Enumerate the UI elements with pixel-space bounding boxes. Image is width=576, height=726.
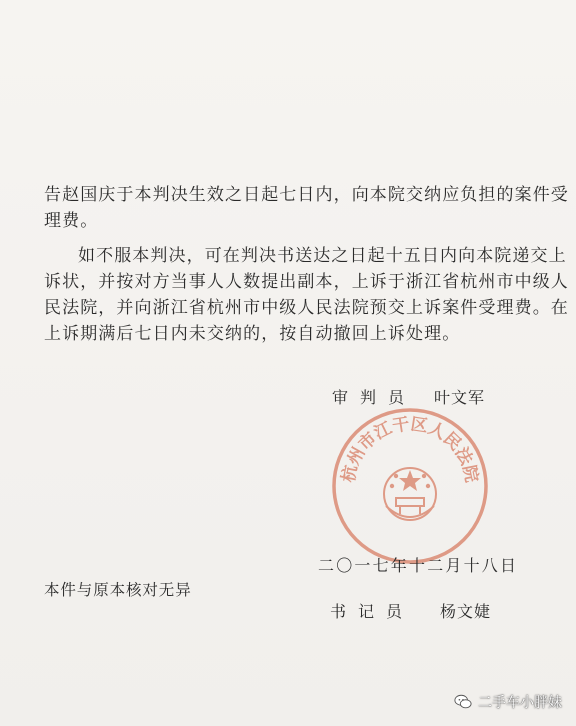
paragraph-line-3: 如不服本判决，可在判决书送达之日起十五日内向本院递交上 bbox=[78, 246, 567, 266]
paragraph-line-6: 上诉期满后七日内未交纳的，按自动撤回上诉处理。 bbox=[44, 324, 461, 344]
paragraph-line-4: 诉状，并按对方当事人人数提出副本，上诉于浙江省杭州市中级人 bbox=[44, 272, 569, 292]
watermark bbox=[454, 692, 562, 712]
verification-note: 本件与原本核对无异 bbox=[44, 581, 192, 599]
judge-role: 审判员 bbox=[332, 388, 417, 407]
watermark-text: 二手车小胖妹 bbox=[478, 695, 562, 711]
paragraph-line-1: 告赵国庆于本判决生效之日起七日内，向本院交纳应负担的案件受 bbox=[44, 185, 569, 205]
clerk-name: 杨文婕 bbox=[440, 602, 492, 621]
wechat-icon bbox=[454, 693, 472, 711]
judge-signature-row bbox=[332, 388, 485, 408]
paragraph-line-5: 民法院，并向浙江省杭州市中级人民法院预交上诉案件受理费。在 bbox=[44, 298, 569, 318]
clerk-signature-row bbox=[330, 602, 491, 622]
seal-text: 杭州市江干区人民法院 bbox=[338, 414, 482, 485]
court-seal-icon bbox=[330, 406, 490, 566]
paragraph-line-2: 理费。 bbox=[44, 211, 99, 231]
judge-name: 叶文军 bbox=[434, 388, 486, 407]
clerk-role: 书记员 bbox=[330, 602, 415, 621]
judgment-date: 二〇一七年十二月十八日 bbox=[318, 556, 519, 575]
